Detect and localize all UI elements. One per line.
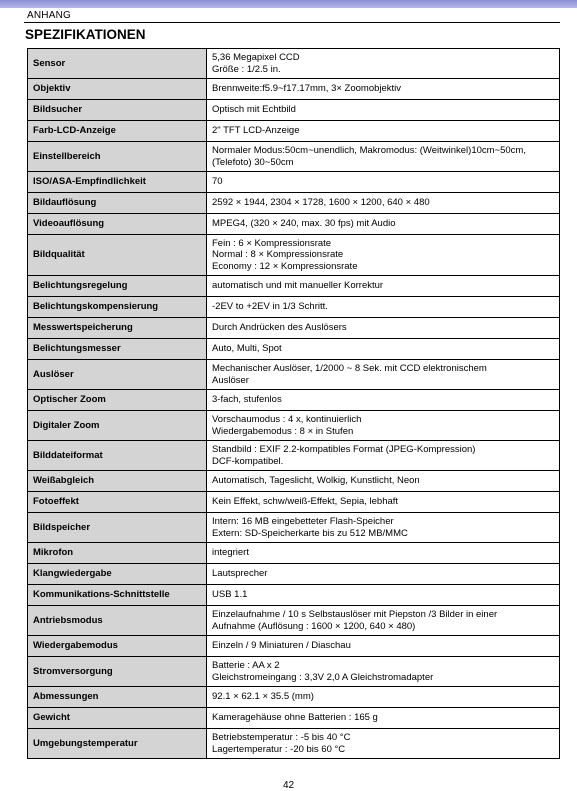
table-row — [28, 441, 560, 471]
table-row — [28, 360, 560, 390]
table-row — [28, 276, 560, 297]
spec-label: Klangwiedergabe — [28, 564, 207, 585]
spec-label: ISO/ASA-Empfindlichkeit — [28, 172, 207, 193]
spec-value: Einzelaufnahme / 10 s Selbstauslöser mit Piepston /3 Bilder in einer Aufnahme (Auflösung : 1600 × 1200, 640 × 480) — [212, 609, 498, 632]
spec-value-cell — [207, 49, 560, 79]
spec-label: Antriebsmodus — [28, 606, 207, 636]
spec-value-cell — [207, 235, 560, 276]
spec-value: Kameragehäuse ohne Batterien : 165 g — [212, 712, 378, 724]
table-row — [28, 636, 560, 657]
spec-label: Bildauflösung — [28, 193, 207, 214]
spec-value-cell — [207, 687, 560, 708]
spec-value-cell — [207, 318, 560, 339]
spec-label: Umgebungstemperatur — [28, 729, 207, 759]
spec-value: Intern: 16 MB eingebetteter Flash-Speicher Extern: SD-Speicherkarte bis zu 512 MB/MMC — [212, 516, 408, 539]
spec-label: Abmessungen — [28, 687, 207, 708]
table-row — [28, 318, 560, 339]
spec-value: Brennweite:f5.9~f17.17mm, 3× Zoomobjektiv — [212, 83, 402, 95]
spec-value: Optisch mit Echtbild — [212, 104, 296, 116]
spec-value-cell — [207, 172, 560, 193]
spec-value: Mechanischer Auslöser, 1/2000 ~ 8 Sek. mit CCD elektronischem Auslöser — [212, 363, 487, 386]
spec-label: Sensor — [28, 49, 207, 79]
spec-value-cell — [207, 142, 560, 172]
spec-value: Betriebstemperatur : -5 bis 40 °C Lagertemperatur : -20 bis 60 °C — [212, 732, 351, 755]
spec-value-cell — [207, 411, 560, 441]
spec-value: 2" TFT LCD-Anzeige — [212, 125, 300, 137]
table-row — [28, 193, 560, 214]
spec-label: Wiedergabemodus — [28, 636, 207, 657]
spec-value-cell — [207, 543, 560, 564]
spec-value-cell — [207, 657, 560, 687]
table-row — [28, 121, 560, 142]
spec-value: 3-fach, stufenlos — [212, 394, 282, 406]
spec-value: USB 1.1 — [212, 589, 248, 601]
spec-value: integriert — [212, 547, 249, 559]
spec-value: Automatisch, Tageslicht, Wolkig, Kunstlicht, Neon — [212, 475, 420, 487]
table-row — [28, 606, 560, 636]
spec-value: Normaler Modus:50cm~unendlich, Makromodus: (Weitwinkel)10cm~50cm, (Telefoto) 30~50cm — [212, 145, 526, 168]
spec-label: Weißabgleich — [28, 471, 207, 492]
table-row — [28, 687, 560, 708]
spec-value-cell — [207, 708, 560, 729]
table-row — [28, 411, 560, 441]
spec-value-cell — [207, 492, 560, 513]
specifications-table — [27, 48, 560, 759]
spec-label: Belichtungsregelung — [28, 276, 207, 297]
table-row — [28, 297, 560, 318]
spec-value-cell — [207, 193, 560, 214]
spec-value: Lautsprecher — [212, 568, 268, 580]
table-row — [28, 390, 560, 411]
spec-label: Gewicht — [28, 708, 207, 729]
table-row — [28, 235, 560, 276]
spec-value-cell — [207, 606, 560, 636]
table-row — [28, 49, 560, 79]
spec-value: Vorschaumodus : 4 x, kontinuierlich Wiedergabemodus : 8 × in Stufen — [212, 414, 362, 437]
spec-value: automatisch und mit manueller Korrektur — [212, 280, 384, 292]
spec-value-cell — [207, 471, 560, 492]
spec-label: Belichtungskompensierung — [28, 297, 207, 318]
spec-label: Bildqualität — [28, 235, 207, 276]
spec-value-cell — [207, 636, 560, 657]
spec-value: 2592 × 1944, 2304 × 1728, 1600 × 1200, 640 × 480 — [212, 197, 430, 209]
table-row — [28, 172, 560, 193]
spec-value-cell — [207, 297, 560, 318]
spec-value: Durch Andrücken des Auslösers — [212, 322, 347, 334]
spec-value-cell — [207, 564, 560, 585]
spec-label: Bilddateiformat — [28, 441, 207, 471]
spec-value: Einzeln / 9 Miniaturen / Diaschau — [212, 640, 351, 652]
table-row — [28, 100, 560, 121]
section-header: ANHANG — [27, 10, 71, 21]
spec-value: 92.1 × 62.1 × 35.5 (mm) — [212, 691, 314, 703]
spec-value: MPEG4, (320 × 240, max. 30 fps) mit Audio — [212, 218, 396, 230]
spec-value-cell — [207, 276, 560, 297]
spec-label: Kommunikations-Schnittstelle — [28, 585, 207, 606]
spec-value: 5,36 Megapixel CCD Größe : 1/2.5 in. — [212, 52, 300, 75]
spec-value: Fein : 6 × Kompressionsrate Normal : 8 × Kompressionsrate Economy : 12 × Kompressionsrate — [212, 238, 358, 272]
table-row — [28, 657, 560, 687]
table-row — [28, 729, 560, 759]
header-divider — [24, 22, 560, 23]
table-row — [28, 708, 560, 729]
table-row — [28, 471, 560, 492]
spec-value-cell — [207, 441, 560, 471]
spec-value-cell — [207, 513, 560, 543]
table-row — [28, 564, 560, 585]
spec-label: Videoauflösung — [28, 214, 207, 235]
spec-label: Messwertspeicherung — [28, 318, 207, 339]
spec-label: Bildsucher — [28, 100, 207, 121]
spec-value-cell — [207, 360, 560, 390]
spec-label: Farb-LCD-Anzeige — [28, 121, 207, 142]
table-row — [28, 79, 560, 100]
page-number: 42 — [283, 780, 295, 791]
spec-value-cell — [207, 100, 560, 121]
table-row — [28, 513, 560, 543]
spec-value: -2EV to +2EV in 1/3 Schritt. — [212, 301, 328, 313]
spec-label: Optischer Zoom — [28, 390, 207, 411]
spec-value-cell — [207, 79, 560, 100]
spec-label: Einstellbereich — [28, 142, 207, 172]
spec-label: Belichtungsmesser — [28, 339, 207, 360]
spec-label: Fotoeffekt — [28, 492, 207, 513]
spec-label: Digitaler Zoom — [28, 411, 207, 441]
spec-value-cell — [207, 729, 560, 759]
table-row — [28, 543, 560, 564]
table-row — [28, 585, 560, 606]
spec-label: Stromversorgung — [28, 657, 207, 687]
spec-value-cell — [207, 121, 560, 142]
spec-label: Objektiv — [28, 79, 207, 100]
spec-label: Auslöser — [28, 360, 207, 390]
table-row — [28, 214, 560, 235]
spec-value: Standbild : EXIF 2.2-kompatibles Format (JPEG-Kompression) DCF-kompatibel. — [212, 444, 476, 467]
spec-value: Auto, Multi, Spot — [212, 343, 282, 355]
spec-value-cell — [207, 214, 560, 235]
spec-value: Batterie : AA x 2 Gleichstromeingang : 3,3V 2,0 A Gleichstromadapter — [212, 660, 434, 683]
spec-value: 70 — [212, 176, 223, 188]
spec-label: Bildspeicher — [28, 513, 207, 543]
table-row — [28, 492, 560, 513]
spec-value: Kein Effekt, schw/weiß-Effekt, Sepia, lebhaft — [212, 496, 399, 508]
spec-value-cell — [207, 390, 560, 411]
table-row — [28, 339, 560, 360]
spec-value-cell — [207, 339, 560, 360]
top-accent-bar — [0, 0, 577, 8]
table-row — [28, 142, 560, 172]
spec-label: Mikrofon — [28, 543, 207, 564]
spec-value-cell — [207, 585, 560, 606]
page-title: SPEZIFIKATIONEN — [25, 27, 146, 42]
